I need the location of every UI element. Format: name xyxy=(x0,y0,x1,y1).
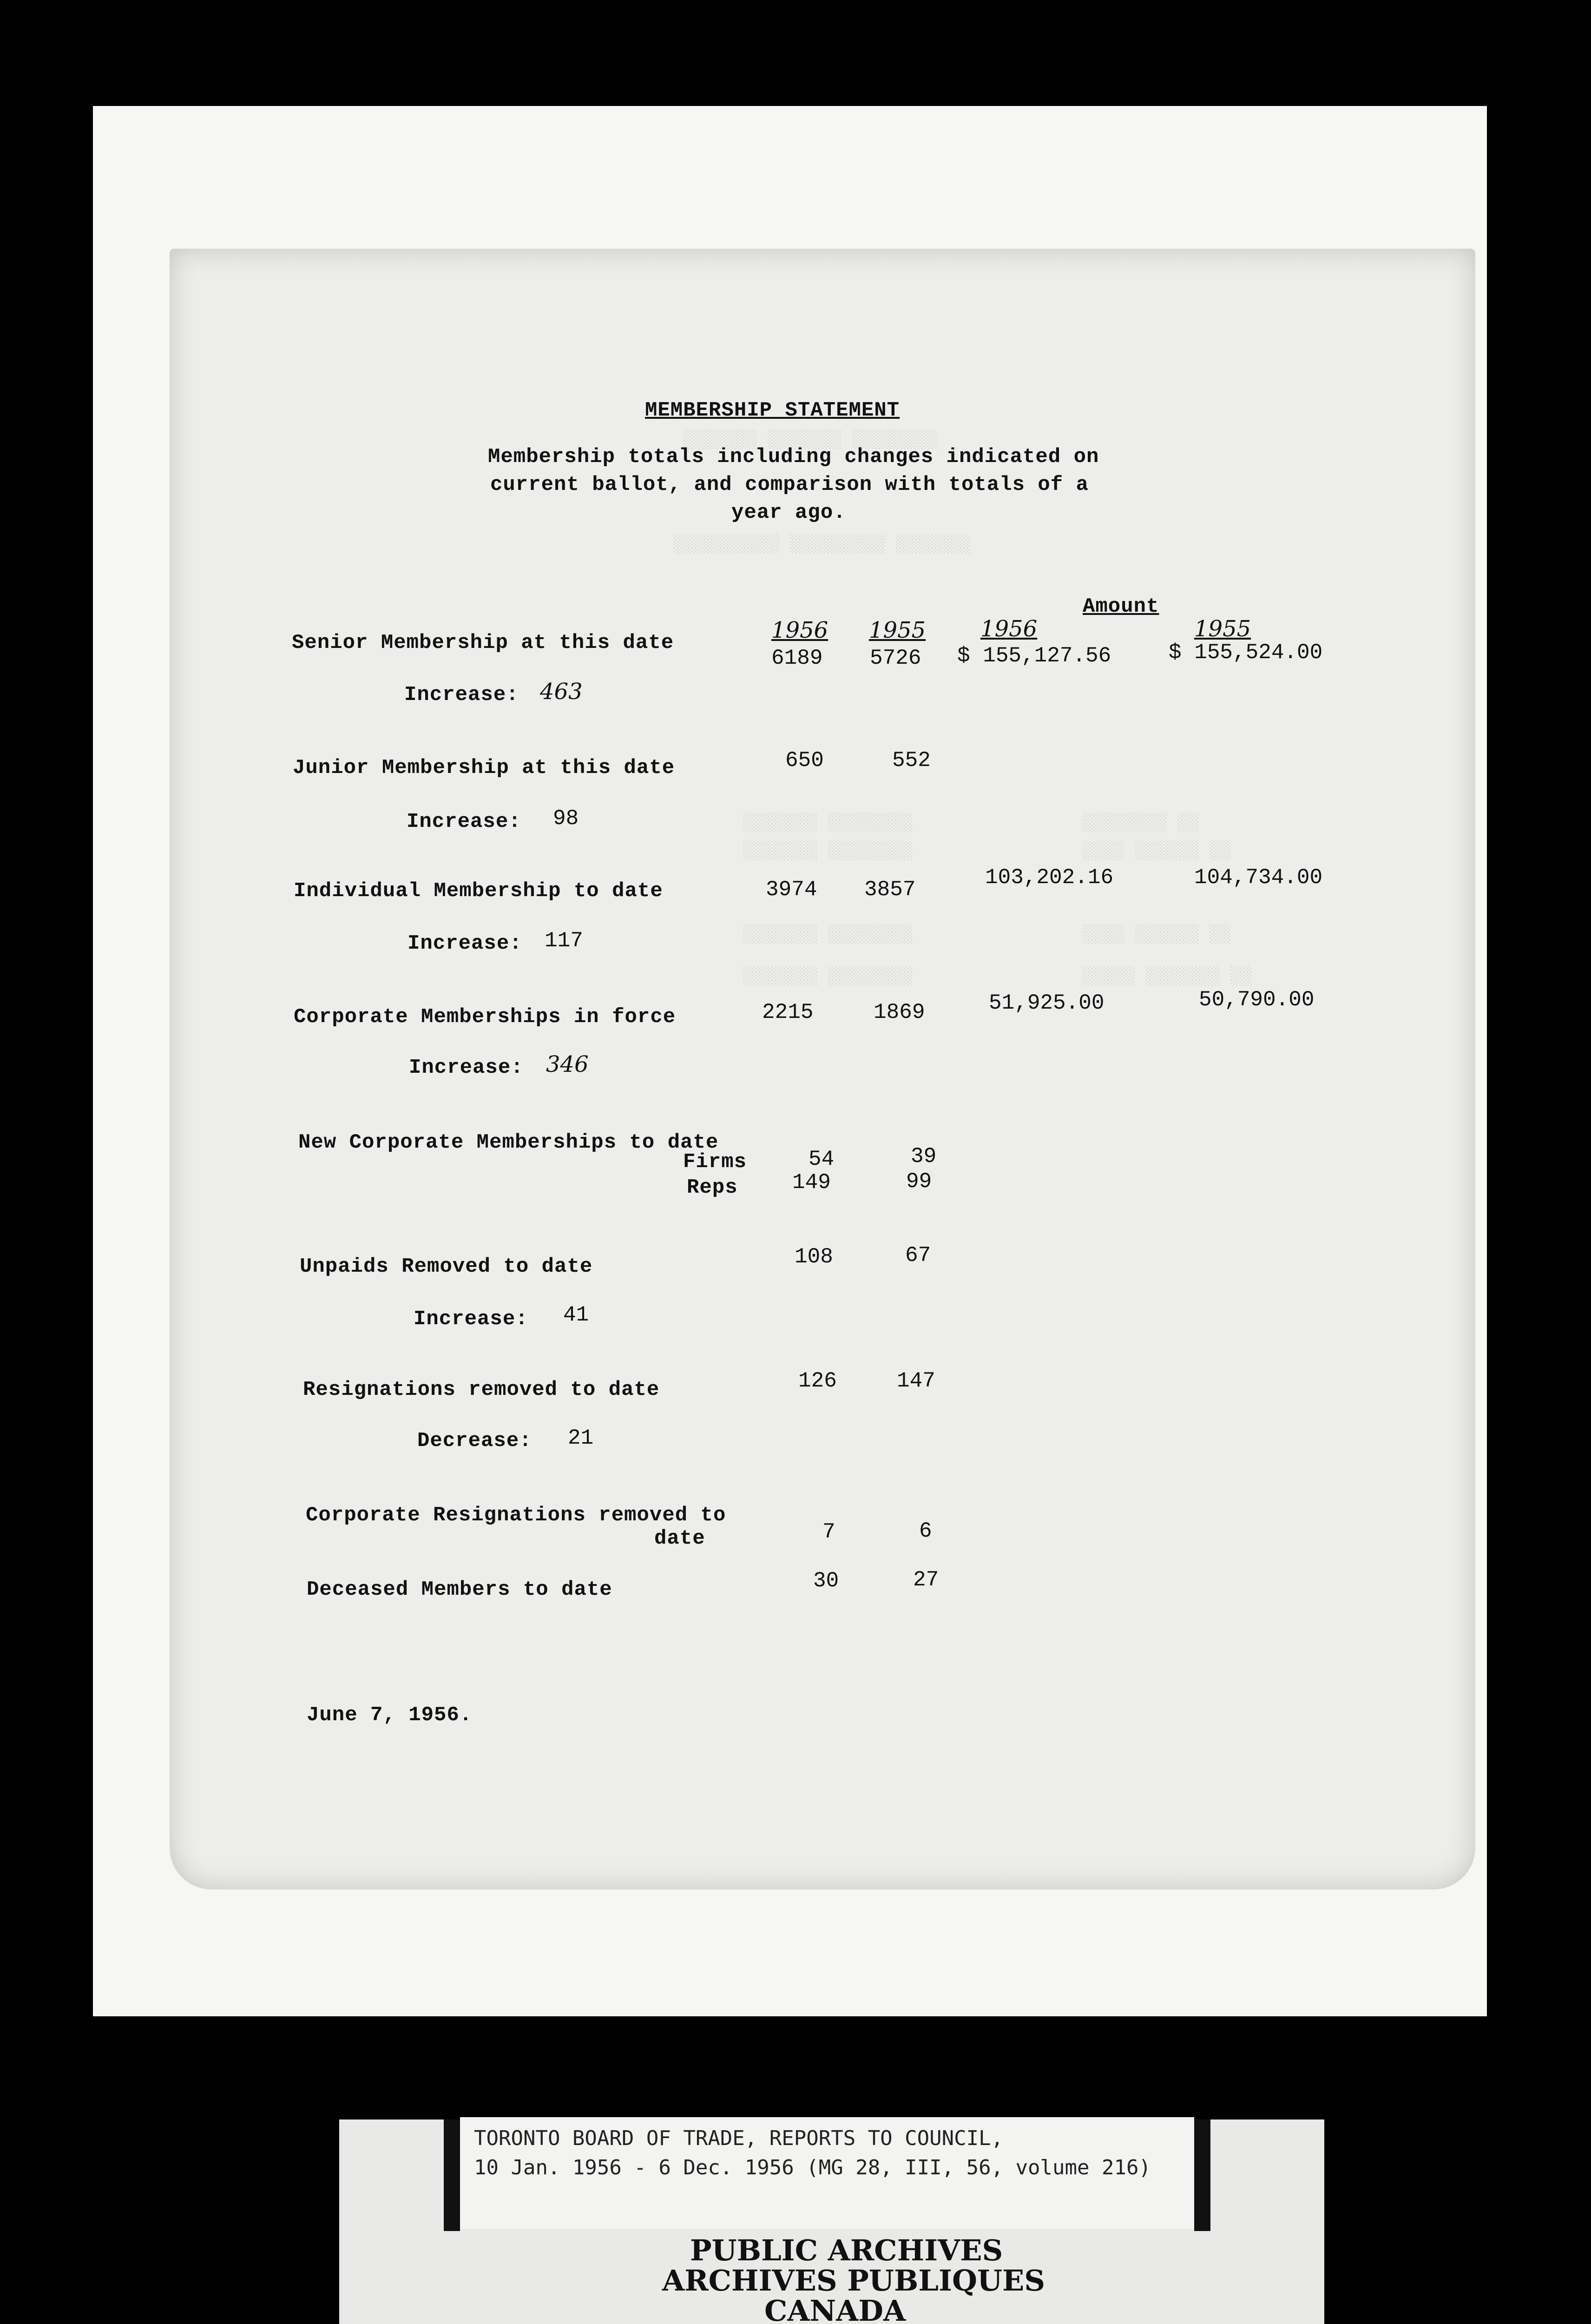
amount-header-1955: 1955 xyxy=(1194,616,1251,642)
firms-1956-value: 54 xyxy=(809,1147,835,1171)
subtitle-line: year ago. xyxy=(731,501,846,524)
junior-1955-value: 552 xyxy=(892,748,931,772)
corporate-resignations-label-date: date xyxy=(654,1527,705,1550)
label-holder-tab xyxy=(444,2119,460,2231)
senior-1956-amount: $ 155,127.56 xyxy=(957,644,1111,668)
archive-stamp-line: ARCHIVES PUBLIQUES xyxy=(662,2264,1045,2298)
amount-header-1956: 1956 xyxy=(980,616,1038,642)
corporate-1955-value: 1869 xyxy=(874,1000,925,1024)
junior-increase-label: Increase: xyxy=(407,810,521,833)
senior-increase-label: Increase: xyxy=(404,683,519,706)
bleed-through-text: ░░░░░░░ ░░░░░░░░ ░░░░ ░░░░░░ ░░ xyxy=(743,925,1231,945)
corporate-1955-amount: 50,790.00 xyxy=(1199,988,1315,1012)
column-header-1956: 1956 xyxy=(771,617,828,643)
corporate-memberships-label: Corporate Memberships in force xyxy=(294,1005,676,1029)
individual-1956-value: 3974 xyxy=(766,878,817,902)
archive-reference-line: 10 Jan. 1956 - 6 Dec. 1956 (MG 28, III, 56, volume 216) xyxy=(474,2156,1151,2179)
individual-1955-amount: 104,734.00 xyxy=(1194,865,1323,890)
archive-stamp-line: CANADA xyxy=(764,2294,906,2324)
bleed-through-text: ░░░░░░░ ░░░░░░░ ░░░░░░░░ xyxy=(683,430,938,450)
corporate-increase-value: 346 xyxy=(546,1051,589,1077)
unpaids-increase-value: 41 xyxy=(563,1303,589,1327)
reps-1955-value: 99 xyxy=(906,1169,932,1194)
junior-increase-value: 98 xyxy=(553,806,579,831)
junior-membership-label: Junior Membership at this date xyxy=(293,756,675,779)
column-header-1955: 1955 xyxy=(869,617,926,643)
archive-stamp-line: PUBLIC ARCHIVES xyxy=(690,2233,1003,2267)
senior-1955-value: 5726 xyxy=(870,646,921,670)
individual-increase-value: 117 xyxy=(545,929,583,953)
reps-1956-value: 149 xyxy=(792,1170,831,1195)
corporate-resignations-label: Corporate Resignations removed to xyxy=(306,1504,726,1527)
bleed-through-text: ░░░░░░░ ░░░░░░░░ ░░░░░░░░ ░░ xyxy=(743,813,1199,833)
page-title: MEMBERSHIP STATEMENT xyxy=(645,399,900,422)
deceased-members-label: Deceased Members to date xyxy=(307,1578,612,1601)
subtitle-line: current ballot, and comparison with totals of a xyxy=(490,473,1089,496)
senior-1955-amount: $ 155,524.00 xyxy=(1169,640,1323,665)
junior-1956-value: 650 xyxy=(785,748,824,772)
bleed-through-text: ░░░░░░░░░░ ░░░░░░░░░ ░░░░░░░ xyxy=(674,535,971,555)
firms-1955-value: 39 xyxy=(911,1144,937,1169)
corp-resignations-1955-value: 6 xyxy=(919,1519,932,1543)
amount-header: Amount xyxy=(1083,595,1159,618)
deceased-1956-value: 30 xyxy=(813,1569,839,1593)
senior-membership-label: Senior Membership at this date xyxy=(292,631,674,654)
new-corporate-memberships-label: New Corporate Memberships to date xyxy=(298,1131,719,1154)
senior-increase-value: 463 xyxy=(540,679,583,705)
resignations-1956-value: 126 xyxy=(798,1369,837,1393)
firms-label: Firms xyxy=(683,1150,747,1174)
archive-reference-line: TORONTO BOARD OF TRADE, REPORTS TO COUNCIL, xyxy=(474,2126,1004,2150)
unpaids-1955-value: 67 xyxy=(905,1243,931,1268)
label-holder-tab xyxy=(1194,2119,1210,2231)
corporate-increase-label: Increase: xyxy=(409,1056,524,1079)
subtitle-line: Membership totals including changes indicated on xyxy=(488,445,1099,469)
document-date: June 7, 1956. xyxy=(307,1703,473,1727)
unpaids-removed-label: Unpaids Removed to date xyxy=(300,1255,593,1278)
individual-membership-label: Individual Membership to date xyxy=(294,879,663,903)
resignations-1955-value: 147 xyxy=(897,1369,935,1393)
deceased-1955-value: 27 xyxy=(913,1568,939,1592)
unpaids-1956-value: 108 xyxy=(795,1245,833,1269)
corp-resignations-1956-value: 7 xyxy=(822,1520,835,1544)
resignations-decrease-value: 21 xyxy=(568,1426,594,1450)
individual-1956-amount: 103,202.16 xyxy=(985,865,1114,890)
unpaids-increase-label: Increase: xyxy=(414,1307,528,1331)
resignations-removed-label: Resignations removed to date xyxy=(303,1378,660,1401)
individual-increase-label: Increase: xyxy=(408,932,522,955)
senior-1956-value: 6189 xyxy=(771,646,823,670)
bleed-through-text: ░░░░░░░ ░░░░░░░░ ░░░░░ ░░░░░░░ ░░ xyxy=(743,967,1252,987)
corporate-1956-amount: 51,925.00 xyxy=(989,991,1104,1015)
resignations-decrease-label: Decrease: xyxy=(417,1429,532,1452)
corporate-1956-value: 2215 xyxy=(762,1000,814,1024)
bleed-through-text: ░░░░░░░ ░░░░░░░░ ░░░░ ░░░░░░ ░░ xyxy=(743,841,1231,861)
individual-1955-value: 3857 xyxy=(864,878,916,902)
reps-label: Reps xyxy=(687,1176,738,1199)
